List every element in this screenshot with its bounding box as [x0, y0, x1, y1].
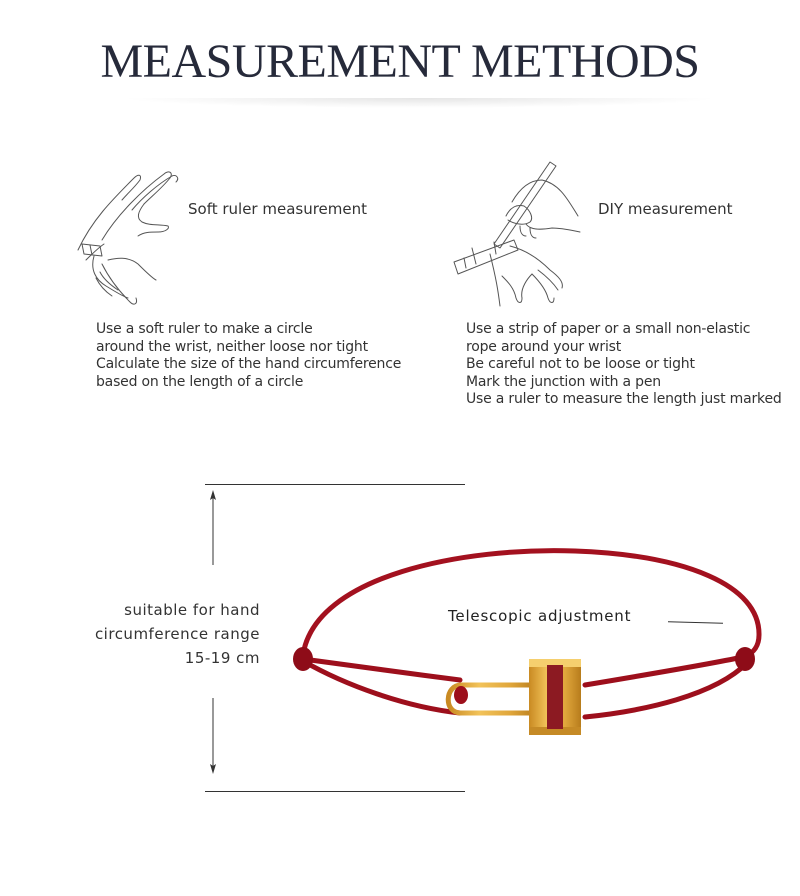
description-line: around the wrist, neither loose nor tight [96, 338, 368, 355]
arrow-down-icon [208, 698, 218, 774]
description-line: Use a strip of paper or a small non-elastic [466, 321, 751, 337]
hand-soft-ruler-illustration [72, 160, 187, 310]
hand-paper-strip-pen-illustration [450, 158, 590, 310]
range-line: 15-19 cm [184, 649, 260, 667]
method-label-soft-ruler: Soft ruler measurement [188, 200, 368, 218]
description-line: Use a ruler to measure the length just marked [466, 391, 782, 407]
dimension-line-top [205, 484, 465, 485]
circumference-range-label [95, 598, 260, 670]
bracelet-product-image [285, 535, 775, 750]
description-line: based on the length of a circle [96, 373, 304, 390]
method-description-diy [466, 321, 782, 409]
description-line: rope around your wrist [466, 338, 622, 355]
range-line: circumference range [94, 625, 260, 643]
description-line: Be careful not to be loose or tight [466, 356, 695, 372]
description-line: Calculate the size of the hand circumference [96, 356, 402, 372]
page-title: MEASUREMENT METHODS [100, 35, 700, 88]
method-description-soft-ruler [96, 321, 401, 391]
method-label-diy: DIY measurement [598, 200, 733, 218]
title-divider-shadow [120, 98, 720, 108]
telescopic-adjustment-label: Telescopic adjustment [448, 607, 632, 625]
dimension-line-bottom [205, 791, 465, 792]
description-line: Use a soft ruler to make a circle [96, 321, 313, 337]
description-line: Mark the junction with a pen [466, 373, 661, 390]
arrow-up-icon [208, 490, 218, 566]
range-line: suitable for hand [124, 601, 260, 619]
